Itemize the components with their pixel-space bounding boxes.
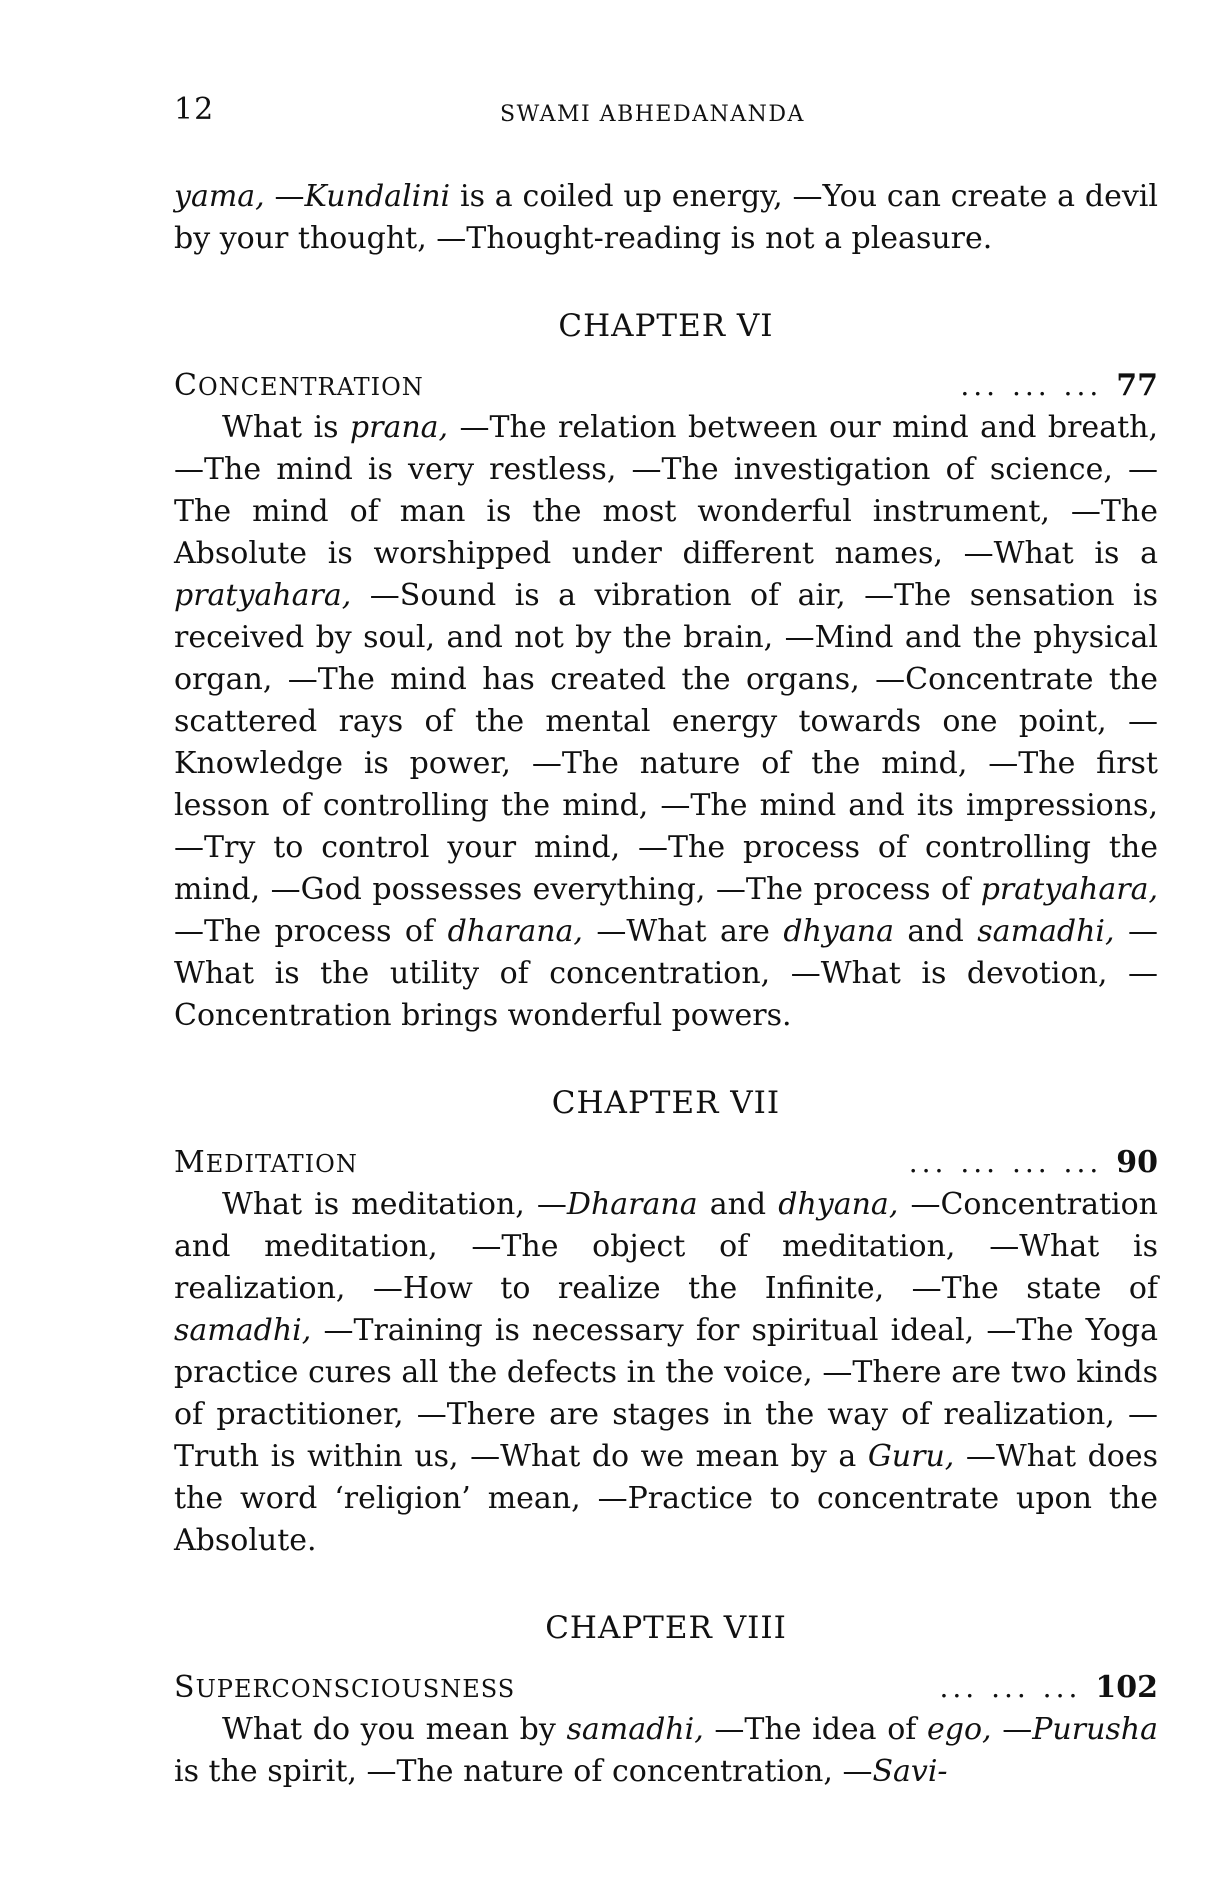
text-run: is the spirit, —The nature of concentration, — (174, 1754, 873, 1789)
text-run: —Concentration and meditation, —The object of meditation, —What is realization, —How to realize the Infinite, —The state of (174, 1187, 1158, 1306)
chapter-heading: CHAPTER VIII (545, 1610, 787, 1646)
italic-term: dharana, (447, 914, 583, 949)
italic-term: samadhi, (977, 914, 1115, 949)
page-reference-group (870, 368, 1158, 403)
italic-term: dhyana, (778, 1187, 899, 1222)
chapter-summary (174, 407, 1158, 1037)
text-run: —The relation between our mind and breath, —The mind is very restless, —The investigation of science, —The mind of man is the most wonderful instrument, —The Absolute is worshipped under different names, —What is a (174, 410, 1158, 571)
text-run: — (991, 1712, 1033, 1747)
chapter-summary (174, 1184, 1158, 1562)
section-title-row (174, 1145, 1158, 1180)
italic-term: pratyahara, (174, 578, 352, 613)
dot-leaders: ... ... ... (960, 369, 1103, 402)
page-number: 12 (174, 92, 215, 127)
page-reference: 102 (1095, 1670, 1158, 1705)
text-run: —The process of (174, 914, 448, 949)
text-run: — (264, 179, 305, 214)
section-title-initial: S (174, 1670, 196, 1705)
section-title-rest: ONCENTRATION (197, 373, 424, 401)
italic-term: Guru, (867, 1439, 955, 1474)
chapter-entry (174, 1610, 1158, 1793)
italic-term: Purusha (1032, 1712, 1159, 1747)
section-title-rest: EDITATION (205, 1150, 358, 1178)
section-title (174, 1145, 358, 1180)
chapter-entry (174, 308, 1158, 1037)
section-title-rest: UPERCONSCIOUSNESS (195, 1675, 516, 1703)
text-run: and (697, 1187, 779, 1222)
italic-term: Kundalini (304, 179, 451, 214)
page-reference-group (819, 1145, 1158, 1180)
text-run: is a coiled up energy, —You can create a devil by your thought, —Thought-reading is not a pleasure. (174, 179, 1158, 256)
intro-continuation (174, 176, 1158, 260)
italic-term: ego, (927, 1712, 992, 1747)
section-title-initial: C (174, 368, 198, 403)
italic-term: Dharana (566, 1187, 698, 1222)
text-run: What do you mean by (222, 1712, 567, 1747)
text-run: —The idea of (703, 1712, 928, 1747)
chapter-heading: CHAPTER VI (558, 308, 774, 344)
running-head: SWAMI ABHEDANANDA (500, 102, 805, 127)
italic-term: dhyana (783, 914, 894, 949)
text-run: What is meditation, — (222, 1187, 567, 1222)
contents-body (174, 176, 1158, 1793)
italic-term: samadhi, (566, 1712, 704, 1747)
text-run: What is (222, 410, 350, 445)
italic-term: Savi- (872, 1754, 948, 1789)
page-reference-group (849, 1670, 1158, 1705)
dot-leaders: ... ... ... (939, 1671, 1082, 1704)
section-title (174, 368, 424, 403)
italic-term: samadhi, (174, 1313, 312, 1348)
chapter-heading: CHAPTER VII (551, 1085, 781, 1121)
chapter-entry (174, 1085, 1158, 1562)
section-title-initial: M (174, 1145, 206, 1180)
section-title (174, 1670, 515, 1705)
text-run: and (893, 914, 978, 949)
text-run: —What are (582, 914, 784, 949)
page-reference: 77 (1116, 368, 1158, 403)
italic-term: yama, (174, 179, 265, 214)
dot-leaders: ... ... ... ... (908, 1146, 1103, 1179)
text-run: —Training is necessary for spiritual ideal, —The Yoga practice cures all the defects in the voice, —There are two kinds of practitioner, —There are stages in the way of realization, —Truth is within us, —What do we mean by a (174, 1313, 1158, 1474)
text-run: —Sound is a vibration of air, —The sensation is received by soul, and not by the brain, —Mind and the physical organ, —The mind has created the organs, —Concentrate the scattered rays of the mental energy towards one point, —Knowledge is power, —The nature of the mind, —The first lesson of controlling the mind, —The mind and its impressions, —Try to control your mind, —The process of controlling the mind, —God possesses everything, —The process of (174, 578, 1158, 907)
section-title-row (174, 1670, 1158, 1705)
text-run: —What is the utility of concentration, —What is devotion, —Concentration brings wonderful powers. (174, 914, 1159, 1033)
section-title-row (174, 368, 1158, 403)
chapter-list (174, 308, 1158, 1793)
italic-term: pratyahara, (980, 872, 1158, 907)
page-reference: 90 (1116, 1145, 1158, 1180)
text-run: —What does the word ‘religion’ mean, —Practice to concentrate upon the Absolute. (174, 1439, 1158, 1558)
chapter-summary (174, 1709, 1158, 1793)
italic-term: prana, (349, 410, 449, 445)
